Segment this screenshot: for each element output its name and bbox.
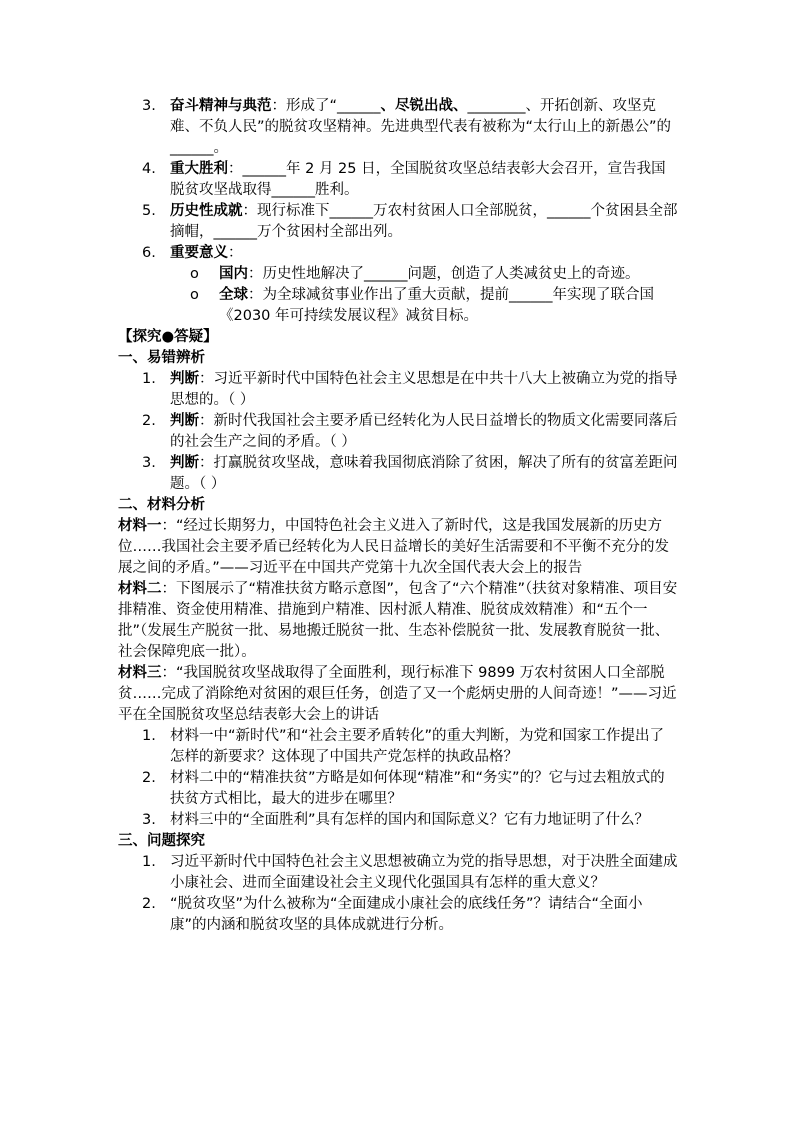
inquiry-item — [118, 894, 678, 936]
item-number: 3. — [142, 812, 156, 828]
material-label: 材料二 — [118, 581, 162, 597]
judge-text: ：新时代我国社会主要矛盾已经转化为人民日益增长的物质文化需要同落后的社会生产之间的矛盾。（ ） — [170, 413, 678, 450]
inquiry-text: 习近平新时代中国特色社会主义思想被确立为党的指导思想，对于决胜全面建成小康社会、进而全面建设社会主义现代化强国具有怎样的重大意义？ — [170, 854, 678, 891]
material-label: 材料一 — [118, 518, 162, 534]
material-label: 材料三 — [118, 665, 162, 681]
item-title: 奋斗精神与典范 — [170, 98, 272, 114]
item-text: ：现行标准下______万农村贫困人口全部脱贫，______个贫困县全部摘帽，______万个贫困村全部出列。 — [170, 203, 678, 240]
item-text: ：______年 2 月 25 日，全国脱贫攻坚总结表彰大会召开，宣告我国脱贫攻坚战取得______胜利。 — [170, 161, 666, 198]
item-title: 历史性成就 — [170, 203, 243, 219]
question-text: 材料一中“新时代”和“社会主要矛盾转化”的重大判断，为党和国家工作提出了怎样的新要求？这体现了中国共产党怎样的执政品格？ — [170, 728, 665, 765]
judge-item — [118, 453, 678, 495]
inquiry-text: “脱贫攻坚”为什么被称为“全面建成小康社会的底线任务”？请结合“全面小康”的内涵和脱贫攻坚的具体成就进行分析。 — [170, 896, 643, 933]
material-two — [118, 579, 678, 663]
material-text: ：“我国脱贫攻坚战取得了全面胜利，现行标准下 9899 万农村贫困人口全部脱贫……完成了消除绝对贫困的艰巨任务，创造了又一个彪炳史册的人间奇迹！”——习近平在全国脱贫攻坚总结表彰大会上的讲话 — [118, 665, 677, 723]
item-number: 2. — [142, 413, 156, 429]
item-number: 2. — [142, 770, 156, 786]
item-number: 1. — [142, 854, 156, 870]
item-number: 3. — [142, 98, 156, 114]
document-page — [118, 96, 678, 936]
judge-item — [118, 369, 678, 411]
explore-header: 【探究●答疑】 — [118, 329, 218, 345]
judge-label: 判断 — [170, 371, 199, 387]
judge-label: 判断 — [170, 413, 199, 429]
list-item-victory — [118, 159, 678, 201]
item-number: 4. — [142, 161, 156, 177]
list-item-achievement — [118, 201, 678, 243]
question-text: 材料二中的“精准扶贫”方略是如何体现“精准”和“务实”的？它与过去粗放式的扶贫方式相比，最大的进步在哪里？ — [170, 770, 665, 807]
question-item — [118, 768, 678, 810]
sub-item-text: ：为全球减贫事业作出了重大贡献，提前______年实现了联合国《2030 年可持续发展议程》减贫目标。 — [219, 287, 654, 324]
material-text: ：“经过长期努力，中国特色社会主义进入了新时代，这是我国发展新的历史方位……我国社会主要矛盾已经转化为人民日益增长的美好生活需要和不平衡不充分的发展之间的矛盾。”——习近平在中国共产党第十九次全国代表大会上的报告 — [118, 518, 669, 576]
item-text-b: 、尽锐出战、 — [380, 98, 468, 114]
item-number: 3. — [142, 455, 156, 471]
sub-item-text: ：历史性地解决了______问题，创造了人类减贫史上的奇迹。 — [248, 266, 640, 282]
item-number: 5. — [142, 203, 156, 219]
inquiry-item — [118, 852, 678, 894]
question-text: 材料三中的“全面胜利”具有怎样的国内和国际意义？它有力地证明了什么？ — [170, 812, 650, 828]
list-item-spirit — [118, 96, 678, 159]
item-title: 重大胜利 — [170, 161, 228, 177]
item-number: 1. — [142, 371, 156, 387]
bullet-icon: o — [190, 287, 199, 303]
item-title: 重要意义 — [170, 245, 228, 261]
sub-item-title: 国内 — [219, 266, 248, 282]
material-one — [118, 516, 678, 579]
sub-item-domestic — [118, 264, 678, 285]
material-text: ：下图展示了“精准扶贫方略示意图”，包含了“六个精准”（扶贫对象精准、项目安排精准、资金使用精准、措施到户精准、因村派人精准、脱贫成效精准）和“五个一批”（发展生产脱贫一批、易地搬迁脱贫一批、生态补偿脱贫一批、发展教育脱贫一批、社会保障兜底一批）。 — [118, 581, 678, 660]
question-item — [118, 726, 678, 768]
item-number: 6. — [142, 245, 156, 261]
item-text: ： — [228, 245, 243, 261]
question-item — [118, 810, 678, 831]
section-title-inquiry: 三、问题探究 — [118, 833, 205, 849]
judge-text: ：打赢脱贫攻坚战，意味着我国彻底消除了贫困，解决了所有的贫富差距问题。（ ） — [170, 455, 678, 492]
list-item-significance — [118, 243, 678, 264]
sub-item-global — [118, 285, 678, 327]
judge-item — [118, 411, 678, 453]
bullet-icon: o — [190, 266, 199, 282]
item-number: 1. — [142, 728, 156, 744]
judge-text: ：习近平新时代中国特色社会主义思想是在中共十八大上被确立为党的指导思想的。（ ） — [170, 371, 678, 408]
judge-label: 判断 — [170, 455, 199, 471]
section-title-materials: 二、材料分析 — [118, 497, 205, 513]
item-number: 2. — [142, 896, 156, 912]
section-title-errors: 一、易错辨析 — [118, 350, 205, 366]
sub-item-title: 全球 — [219, 287, 248, 303]
item-text-a: ：形成了“______ — [271, 98, 381, 114]
material-three — [118, 663, 678, 726]
item-text-c: ________、开拓创新、攻坚克难、不负人民”的脱贫攻坚精神。先进典型代表有被称为“太行山上的新愚公”的______。 — [170, 98, 672, 156]
